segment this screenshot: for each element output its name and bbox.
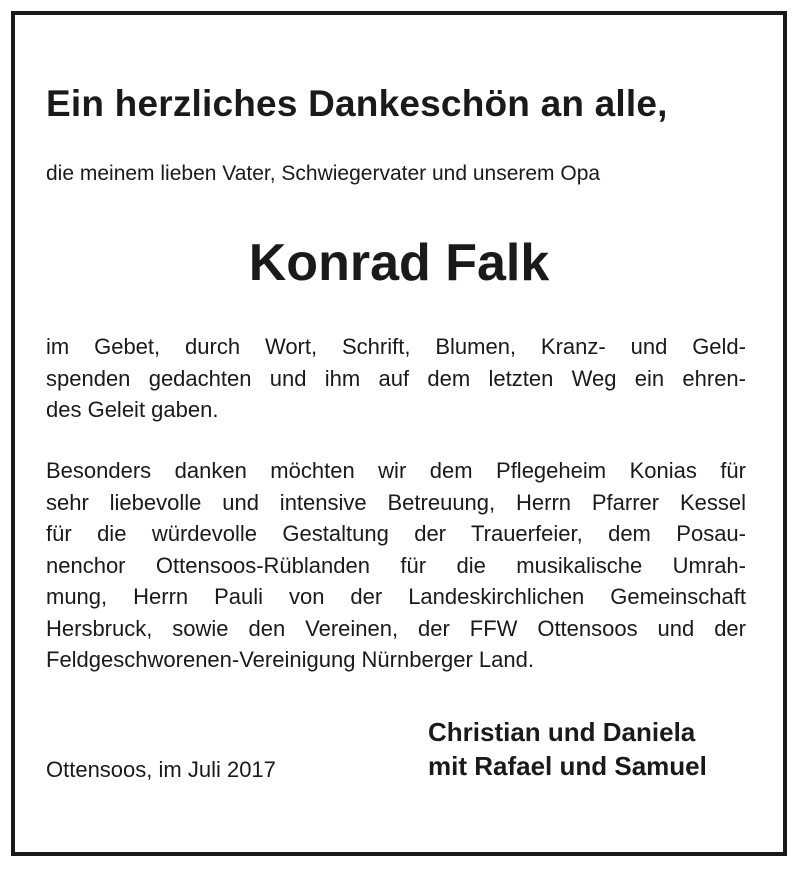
notice-headline: Ein herzliches Dankeschön an alle, bbox=[46, 83, 668, 124]
paragraph-line: sehr liebevolle und intensive Betreuung, Herrn Pfarrer Kessel bbox=[46, 489, 746, 515]
paragraph-line: Hersbruck, sowie den Vereinen, der FFW Ottensoos und der bbox=[46, 615, 746, 641]
paragraph-line: Besonders danken möchten wir dem Pflegeheim Konias für bbox=[46, 458, 746, 483]
paragraph-line: mung, Herrn Pauli von der Landeskirchlichen Gemeinschaft bbox=[46, 584, 746, 609]
thanks-paragraph-1 bbox=[46, 331, 746, 426]
notice-subline: die meinem lieben Vater, Schwiegervater und unserem Opa bbox=[46, 162, 601, 185]
place-date: Ottensoos, im Juli 2017 bbox=[46, 757, 276, 782]
notice-frame bbox=[11, 11, 787, 856]
thanks-paragraph-2 bbox=[46, 455, 746, 676]
paragraph-line: des Geleit gaben. bbox=[46, 397, 219, 422]
paragraph-line: nenchor Ottensoos-Rüblanden für die musikalische Umrah- bbox=[46, 552, 746, 578]
paragraph-line: für die würdevolle Gestaltung der Trauerfeier, dem Posau- bbox=[46, 521, 746, 546]
signature-block bbox=[428, 715, 707, 783]
paragraph-line: spenden gedachten und ihm auf dem letzten Weg ein ehren- bbox=[46, 365, 746, 391]
paragraph-line: im Gebet, durch Wort, Schrift, Blumen, Kranz- und Geld- bbox=[46, 334, 746, 359]
paragraph-line: Feldgeschworenen-Vereinigung Nürnberger Land. bbox=[46, 647, 534, 672]
deceased-name: Konrad Falk bbox=[248, 234, 550, 292]
signature-line: mit Rafael und Samuel bbox=[428, 751, 707, 781]
signature-line: Christian und Daniela bbox=[428, 717, 696, 747]
